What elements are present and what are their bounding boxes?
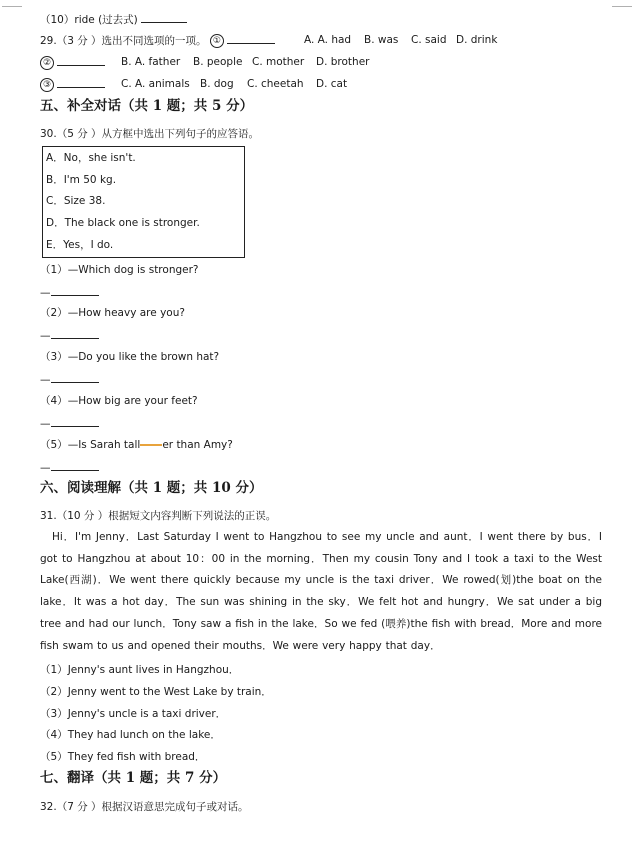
q30-answer-4: [40, 416, 99, 431]
section-heading-6: 六、阅读理解（共 1 题；共 10 分）: [40, 480, 263, 496]
item-text: —How big are your feet?: [67, 395, 198, 407]
q31-item-5: [40, 750, 205, 764]
q29-row1-option-b: B. was: [364, 34, 399, 46]
q30-item-5: [40, 438, 233, 452]
q29-row2-option-c: C. mother: [252, 56, 305, 68]
item-text: Jenny's uncle is a taxi driver．: [67, 708, 227, 720]
dash: —: [40, 330, 51, 342]
option-c: C．Size 38.: [46, 195, 106, 207]
item-text: —Is Sarah tall: [67, 439, 141, 451]
answer-blank[interactable]: [51, 328, 99, 339]
question-29-row2: [40, 55, 105, 70]
question-32-head: 32.（7 分 ）根据汉语意思完成句子或对话。: [40, 801, 249, 813]
q30-answer-2: [40, 328, 99, 343]
item-number: （3）: [40, 708, 68, 720]
circled-one-icon: ①: [210, 34, 224, 48]
answer-blank[interactable]: [57, 77, 105, 88]
question-29-row3: [40, 77, 105, 92]
dash: —: [40, 462, 51, 474]
item-text-end: er than Amy?: [162, 439, 233, 451]
item-text: They had lunch on the lake．: [67, 729, 221, 741]
dash: —: [40, 418, 51, 430]
section-heading-7: 七、翻译（共 1 题；共 7 分）: [40, 770, 227, 786]
q29-row1-option-a: A. A. had: [304, 34, 352, 46]
q31-item-3: [40, 707, 226, 721]
highlight-mark: [140, 444, 162, 446]
answer-blank[interactable]: [51, 285, 99, 296]
question-29-head: [40, 33, 275, 48]
question-text: 29.（3 分 ）选出不同选项的一项。: [40, 35, 207, 47]
q29-row2-option-a: B. A. father: [121, 56, 181, 68]
section-heading-5: 五、补全对话（共 1 题；共 5 分）: [40, 98, 254, 114]
item-number: （5）: [40, 439, 68, 451]
q29-row3-option-b: B. dog: [200, 78, 234, 90]
page-corner-right: [612, 0, 632, 7]
question-text: ride (过去式): [74, 14, 138, 26]
option-e: E．Yes，I do.: [46, 239, 114, 251]
q29-row3-option-c: C. cheetah: [247, 78, 304, 90]
q29-row3-option-a: C. A. animals: [121, 78, 190, 90]
q30-item-4: [40, 394, 198, 408]
q30-item-1: [40, 263, 199, 277]
option-d: D．The black one is stronger.: [46, 217, 200, 229]
q30-item-3: [40, 350, 219, 364]
q30-item-2: [40, 306, 185, 320]
question-10: [40, 12, 187, 27]
item-number: （2）: [40, 686, 68, 698]
q29-row3-option-d: D. cat: [316, 78, 348, 90]
q29-row2-option-d: D. brother: [316, 56, 370, 68]
q30-answer-5: [40, 460, 99, 475]
item-text: Jenny's aunt lives in Hangzhou．: [67, 664, 240, 676]
item-text: Jenny went to the West Lake by train．: [67, 686, 272, 698]
q30-answer-3: [40, 372, 99, 387]
question-number: （10）: [40, 14, 75, 26]
item-number: （4）: [40, 729, 68, 741]
option-b: B．I'm 50 kg.: [46, 174, 117, 186]
question-30-head: 30.（5 分 ）从方框中选出下列句子的应答语。: [40, 128, 260, 140]
item-number: （5）: [40, 751, 68, 763]
item-number: （3）: [40, 351, 68, 363]
item-text: —Do you like the brown hat?: [67, 351, 220, 363]
page-corner-left: [2, 0, 22, 7]
item-number: （4）: [40, 395, 68, 407]
dash: —: [40, 287, 51, 299]
q30-answer-1: [40, 285, 99, 300]
answer-blank[interactable]: [57, 55, 105, 66]
circled-three-icon: ③: [40, 78, 54, 92]
option-a: A．No，she isn't.: [46, 152, 136, 164]
answer-blank[interactable]: [141, 12, 187, 23]
passage-text: Hi．I'm Jenny．Last Saturday I went to Hangzhou to see my uncle and aunt．I went there by bus．I got to Hangzhou at about 10：00 in the morning．Then my cousin Tony and I took a taxi to the West Lake(西湖)．We went there quickly because my uncle is the taxi driver．We rowed(划)the boat on the lake．It was a hot day．The sun was shining in the sky．We felt hot and hungry．We sat under a big tree and had our lunch．Tony saw a fish in the lake．So we fed (喂养)the fish with bread．More and more fish swam to us and opened their mouths．We were very happy that day．: [40, 531, 602, 652]
dash: —: [40, 374, 51, 386]
q29-row1-option-c: C. said: [411, 34, 447, 46]
item-text: They fed fish with bread．: [67, 751, 206, 763]
answer-blank[interactable]: [227, 33, 275, 44]
q31-item-4: [40, 728, 221, 742]
answer-blank[interactable]: [51, 372, 99, 383]
reading-passage: [40, 527, 602, 657]
item-text: —How heavy are you?: [67, 307, 185, 319]
q29-row2-option-b: B. people: [193, 56, 243, 68]
item-number: （1）: [40, 264, 68, 276]
answer-blank[interactable]: [51, 460, 99, 471]
q31-item-2: [40, 685, 272, 699]
item-number: （2）: [40, 307, 68, 319]
item-text: —Which dog is stronger?: [67, 264, 199, 276]
circled-two-icon: ②: [40, 56, 54, 70]
question-31-head: 31.（10 分 ）根据短文内容判断下列说法的正误。: [40, 510, 277, 522]
item-number: （1）: [40, 664, 68, 676]
q29-row1-option-d: D. drink: [456, 34, 498, 46]
answer-blank[interactable]: [51, 416, 99, 427]
q31-item-1: [40, 663, 239, 677]
